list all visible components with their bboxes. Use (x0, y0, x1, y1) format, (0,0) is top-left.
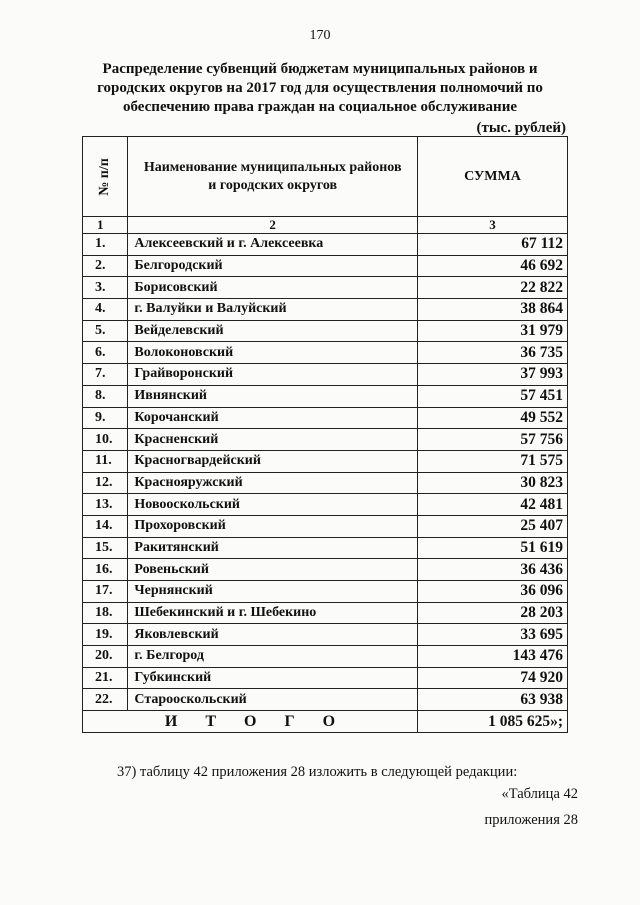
row-name: Ровеньский (128, 559, 418, 581)
row-name: Борисовский (128, 277, 418, 299)
row-sum: 143 476 (417, 646, 567, 668)
table-row (83, 407, 568, 429)
row-name: Краснояружский (128, 472, 418, 494)
subsidy-table (82, 136, 568, 733)
table-row (83, 472, 568, 494)
row-number: 19. (83, 624, 128, 646)
row-number: 17. (83, 581, 128, 603)
row-sum: 57 451 (417, 385, 567, 407)
row-sum: 63 938 (417, 689, 567, 711)
row-number: 9. (83, 407, 128, 429)
row-name: Красненский (128, 429, 418, 451)
table-row (83, 581, 568, 603)
row-number: 11. (83, 450, 128, 472)
row-sum: 71 575 (417, 450, 567, 472)
row-number: 22. (83, 689, 128, 711)
row-name: Губкинский (128, 667, 418, 689)
row-sum: 49 552 (417, 407, 567, 429)
table-body (83, 234, 568, 711)
row-number: 21. (83, 667, 128, 689)
table-row (83, 234, 568, 256)
table-reference-line1: «Таблица 42 (501, 786, 578, 802)
row-number: 4. (83, 299, 128, 321)
table-row (83, 255, 568, 277)
row-sum: 33 695 (417, 624, 567, 646)
row-name: Красногвардейский (128, 450, 418, 472)
row-sum: 57 756 (417, 429, 567, 451)
total-label: И Т О Г О (83, 711, 418, 733)
row-name: Алексеевский и г. Алексеевка (128, 234, 418, 256)
row-name: Ракитянский (128, 537, 418, 559)
table-row (83, 364, 568, 386)
table-row (83, 667, 568, 689)
header-sum: СУММА (417, 137, 567, 217)
row-number: 7. (83, 364, 128, 386)
row-sum: 36 735 (417, 342, 567, 364)
row-number: 14. (83, 515, 128, 537)
table-row (83, 559, 568, 581)
row-sum: 36 096 (417, 581, 567, 603)
column-index-2: 2 (128, 217, 418, 234)
row-number: 18. (83, 602, 128, 624)
table-header-row (83, 137, 568, 217)
row-name: Чернянский (128, 581, 418, 603)
row-name: г. Белгород (128, 646, 418, 668)
table-row (83, 277, 568, 299)
row-name: Прохоровский (128, 515, 418, 537)
page-number: 170 (309, 28, 331, 43)
row-number: 13. (83, 494, 128, 516)
table-reference-line2: приложения 28 (484, 812, 578, 828)
row-number: 15. (83, 537, 128, 559)
row-number: 1. (83, 234, 128, 256)
row-sum: 42 481 (417, 494, 567, 516)
row-name: Яковлевский (128, 624, 418, 646)
table-row (83, 299, 568, 321)
total-value: 1 085 625»; (417, 711, 567, 733)
table-row (83, 494, 568, 516)
row-sum: 30 823 (417, 472, 567, 494)
table-row (83, 450, 568, 472)
column-index-row (83, 217, 568, 234)
table-row (83, 429, 568, 451)
row-name: г. Валуйки и Валуйский (128, 299, 418, 321)
row-sum: 37 993 (417, 364, 567, 386)
row-name: Шебекинский и г. Шебекино (128, 602, 418, 624)
row-number: 6. (83, 342, 128, 364)
row-sum: 51 619 (417, 537, 567, 559)
table-row (83, 537, 568, 559)
row-sum: 38 864 (417, 299, 567, 321)
row-number: 20. (83, 646, 128, 668)
table-row (83, 320, 568, 342)
row-number: 16. (83, 559, 128, 581)
row-sum: 36 436 (417, 559, 567, 581)
header-name: Наименование муниципальных районов и городских округов (128, 137, 418, 217)
row-sum: 28 203 (417, 602, 567, 624)
header-num-label: № п/п (97, 157, 113, 196)
row-number: 10. (83, 429, 128, 451)
row-name: Старооскольский (128, 689, 418, 711)
units-label: (тыс. рублей) (476, 120, 566, 136)
table-row (83, 689, 568, 711)
row-name: Корочанский (128, 407, 418, 429)
row-number: 12. (83, 472, 128, 494)
row-sum: 25 407 (417, 515, 567, 537)
row-sum: 22 822 (417, 277, 567, 299)
row-number: 2. (83, 255, 128, 277)
row-sum: 67 112 (417, 234, 567, 256)
row-number: 3. (83, 277, 128, 299)
document-title: Распределение субвенций бюджетам муниципальных районов и городских округов на 2017 год для осуществления полномочий по обеспечению права граждан на социальное обслуживание (97, 61, 543, 115)
row-sum: 31 979 (417, 320, 567, 342)
table-row (83, 342, 568, 364)
row-name: Грайворонский (128, 364, 418, 386)
table-row (83, 385, 568, 407)
header-num (83, 137, 128, 217)
row-name: Вейделевский (128, 320, 418, 342)
table-row (83, 515, 568, 537)
table-row (83, 646, 568, 668)
row-name: Белгородский (128, 255, 418, 277)
instruction-text: 37) таблицу 42 приложения 28 изложить в следующей редакции: (117, 764, 518, 780)
row-number: 8. (83, 385, 128, 407)
row-name: Новооскольский (128, 494, 418, 516)
total-row (83, 711, 568, 733)
table-row (83, 624, 568, 646)
row-name: Ивнянский (128, 385, 418, 407)
column-index-1: 1 (83, 217, 128, 234)
column-index-3: 3 (417, 217, 567, 234)
row-number: 5. (83, 320, 128, 342)
row-name: Волоконовский (128, 342, 418, 364)
row-sum: 46 692 (417, 255, 567, 277)
table-row (83, 602, 568, 624)
row-sum: 74 920 (417, 667, 567, 689)
